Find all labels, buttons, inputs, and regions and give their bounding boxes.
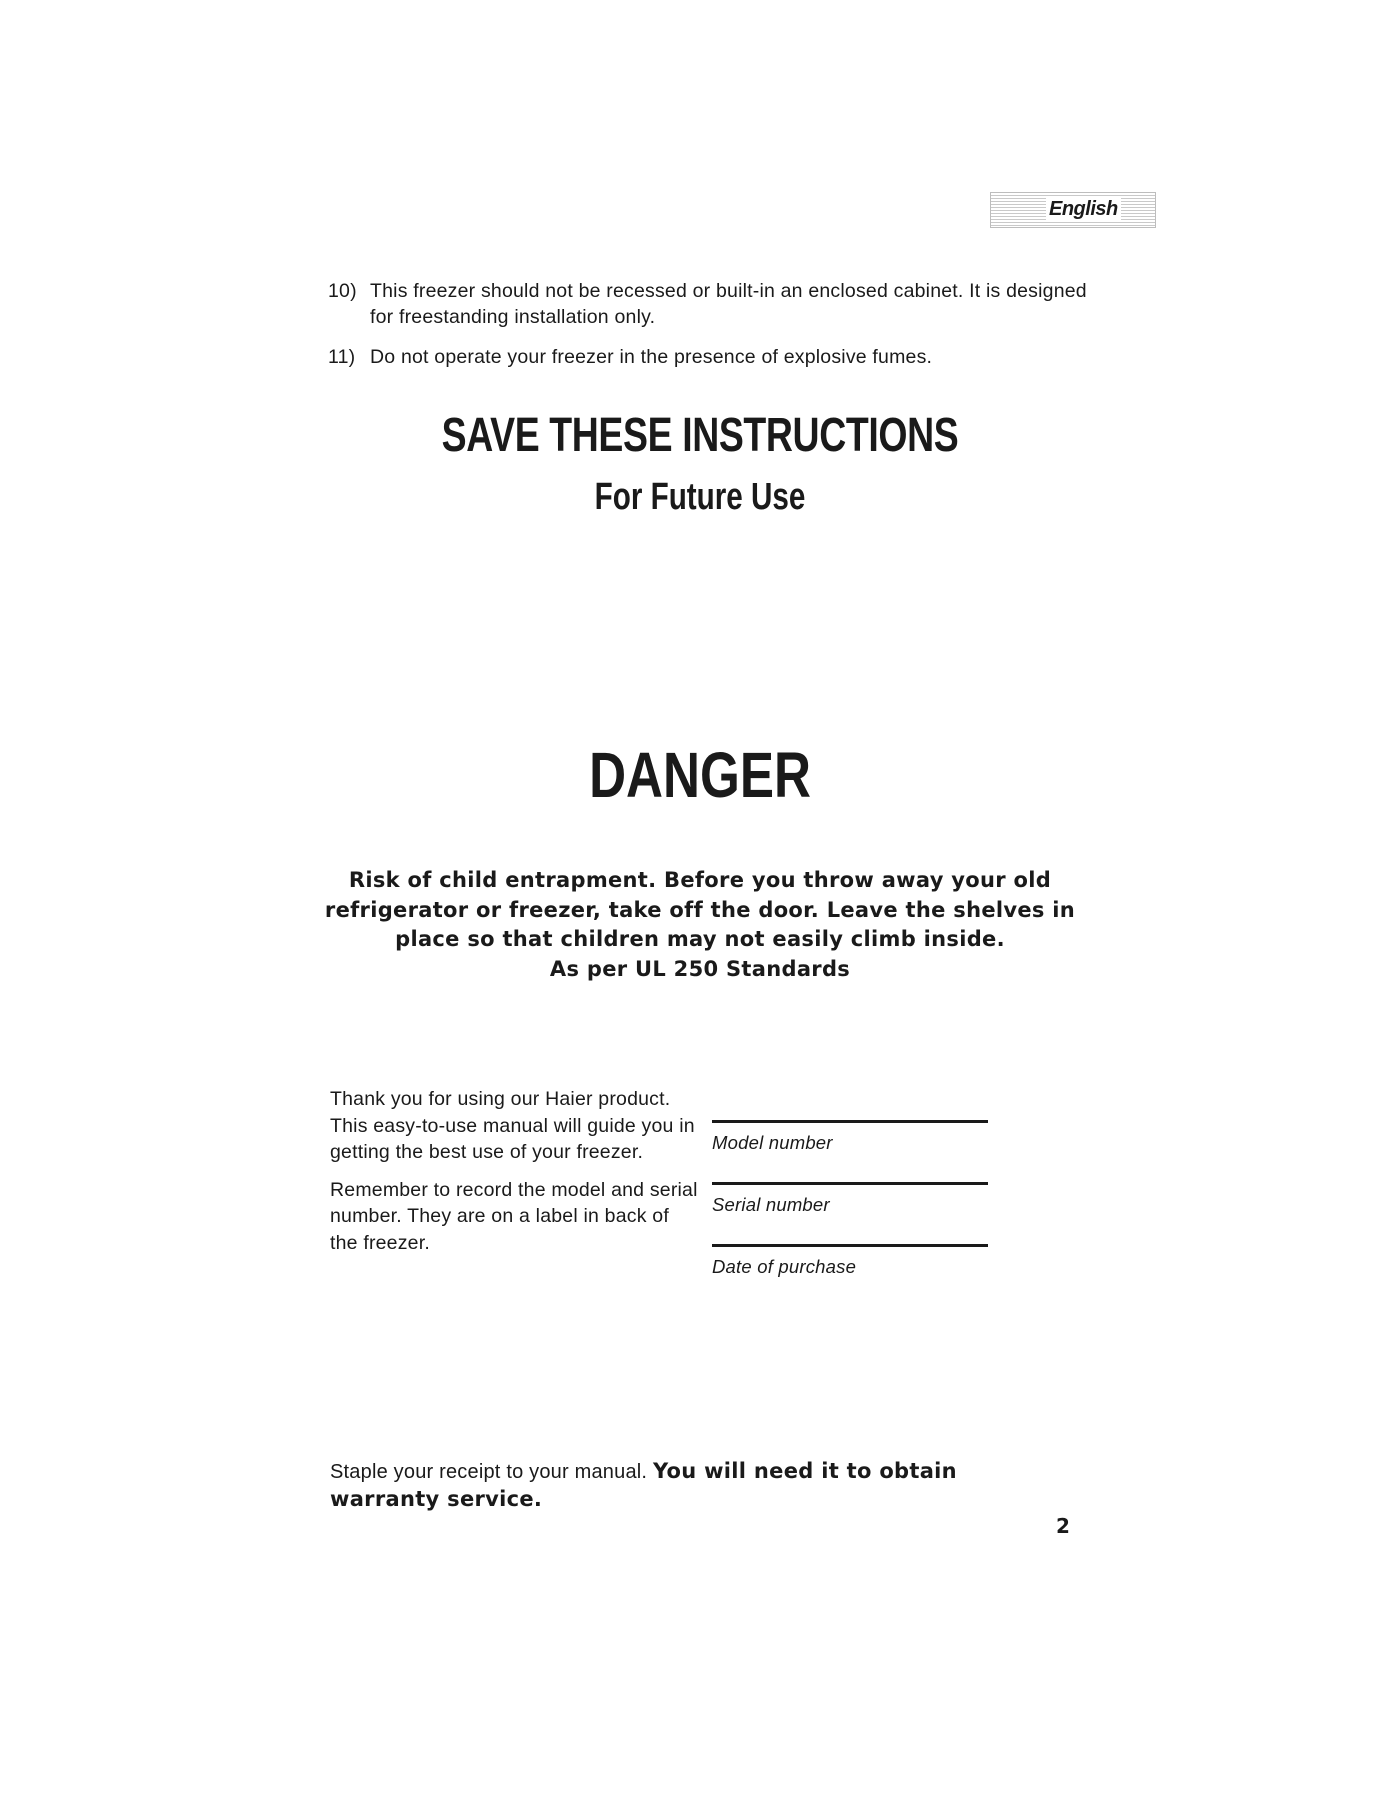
list-item	[328, 278, 1088, 330]
danger-heading: DANGER	[589, 739, 811, 811]
language-tab-label: English	[1046, 198, 1121, 221]
language-tab	[990, 192, 1156, 228]
list-item-number: 11)	[328, 346, 356, 368]
thank-you-paragraph: Thank you for using our Haier product. This easy-to-use manual will guide you in getting the best use of your freezer.	[330, 1088, 695, 1163]
model-number-label: Model number	[712, 1132, 833, 1153]
thank-you-block	[330, 1086, 700, 1267]
date-of-purchase-label: Date of purchase	[712, 1256, 857, 1277]
date-of-purchase-field	[712, 1244, 988, 1278]
list-item-text: This freezer should not be recessed or built-in an enclosed cabinet. It is designed for freestanding installation only.	[370, 280, 1087, 328]
future-use-subheading: For Future Use	[594, 476, 806, 518]
list-item	[328, 344, 1088, 370]
serial-number-label: Serial number	[712, 1194, 830, 1215]
warning-line: Risk of child entrapment. Before you throw away your old	[348, 868, 1052, 892]
receipt-note	[330, 1458, 1050, 1514]
save-instructions-heading: SAVE THESE INSTRUCTIONS	[441, 409, 959, 462]
ul-standard-line: As per UL 250 Standards	[549, 956, 851, 981]
receipt-note-emphasis: You will need it to obtain warranty service.	[330, 1459, 957, 1511]
model-number-field	[712, 1120, 988, 1154]
danger-warning-text	[300, 866, 1100, 984]
serial-number-field	[712, 1182, 988, 1216]
receipt-note-text: Staple your receipt to your manual.	[330, 1461, 648, 1483]
page-number: 2	[1056, 1514, 1070, 1538]
list-item-number: 10)	[328, 280, 357, 302]
record-reminder-paragraph: Remember to record the model and serial number. They are on a label in back of the freezer.	[330, 1178, 698, 1254]
list-item-text: Do not operate your freezer in the presence of explosive fumes.	[370, 346, 933, 368]
warning-line: place so that children may not easily climb inside.	[395, 927, 1005, 951]
warning-line: refrigerator or freezer, take off the door. Leave the shelves in	[324, 897, 1076, 922]
